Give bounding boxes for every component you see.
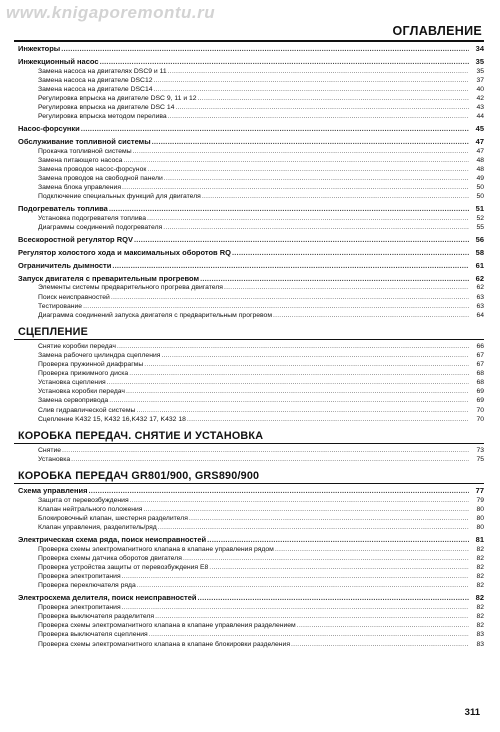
toc-entry[interactable] (14, 223, 484, 232)
toc-chapter-entry[interactable] (14, 486, 484, 496)
toc-entry[interactable] (14, 378, 484, 387)
dot-leader (163, 223, 469, 232)
toc-entry-title: Проверка переключателя ряда (38, 582, 136, 590)
toc-entry[interactable] (14, 514, 484, 523)
dot-leader (175, 103, 469, 112)
toc-entry-title: Замена рабочего цилиндра сцепления (38, 351, 161, 359)
toc-entry-title: Клапан управления, разделитель/ряд (38, 523, 157, 531)
toc-entry[interactable] (14, 369, 484, 378)
toc-entry[interactable] (14, 67, 484, 76)
toc-chapter-entry[interactable] (14, 261, 484, 271)
toc-entry[interactable] (14, 554, 484, 563)
dot-leader (62, 446, 469, 455)
toc-entry-title: Проверка прижимного диска (38, 370, 129, 378)
toc-entry[interactable] (14, 351, 484, 360)
dot-leader (164, 174, 469, 183)
toc-entry-title: Проверка схемы датчика оборотов двигателя (38, 554, 182, 562)
toc-page-number: 45 (475, 124, 484, 134)
toc-entry-title: Тестирование (38, 302, 83, 310)
toc-entry[interactable] (14, 603, 484, 612)
dot-leader (89, 486, 470, 496)
dot-leader (130, 496, 469, 505)
toc-entry-title: Элементы системы предварительного прогрева двигателя (38, 284, 223, 292)
dot-leader (158, 523, 469, 532)
toc-entry[interactable] (14, 76, 484, 85)
toc-page-number: 35 (476, 67, 484, 75)
toc-entry-title: Защита от перевозбуждения (38, 496, 129, 504)
toc-page-number: 62 (475, 273, 484, 283)
dot-leader (147, 165, 469, 174)
toc-entry-title: Регулировка впрыска на двигателе DSC 9, 11 и 12 (38, 94, 197, 102)
toc-page-number: 52 (476, 215, 484, 223)
toc-page-number: 55 (476, 224, 484, 232)
toc-entry-title: Снятие коробки передач (38, 342, 116, 350)
toc-page-number: 40 (476, 85, 484, 93)
dot-leader (117, 342, 469, 351)
toc-page-number: 81 (475, 535, 484, 545)
toc-entry-title: Проверка электропитания (38, 604, 121, 612)
toc-entry[interactable] (14, 165, 484, 174)
toc-entry[interactable] (14, 293, 484, 302)
toc-entry[interactable] (14, 85, 484, 94)
toc-entry[interactable] (14, 103, 484, 112)
toc-chapter-entry[interactable] (14, 248, 484, 258)
dot-leader (155, 612, 469, 621)
dot-leader (207, 535, 469, 545)
toc-page-number: 82 (475, 593, 484, 603)
toc-entry[interactable] (14, 612, 484, 621)
dot-leader (168, 112, 469, 121)
toc-entry-title: Подключение специальных функций для двигателя (38, 193, 201, 201)
page-number: 311 (464, 707, 480, 718)
toc-entry[interactable] (14, 523, 484, 532)
toc-entry-title: Проверка схемы электромагнитного клапана в клапане управления разделением (38, 622, 296, 630)
toc-page-number: 64 (476, 311, 484, 319)
section-heading: КОРОБКА ПЕРЕДАЧ GR801/900, GRS890/900 (14, 470, 484, 484)
watermark: www.knigaporemontu.ru (6, 3, 216, 22)
toc-entry[interactable] (14, 640, 484, 649)
toc-entry-title: Блокировочный клапан, шестерня разделителя (38, 514, 188, 522)
toc-chapter-entry[interactable] (14, 235, 484, 245)
toc-page-number: 42 (476, 94, 484, 102)
toc-entry-title: Регулятор холостого хода и максимальных оборотов RQ (18, 248, 231, 258)
dot-leader (129, 369, 469, 378)
dot-leader (232, 248, 469, 258)
dot-leader (161, 351, 469, 360)
toc-entry-title: Запуск двигателя с преварительным прогревом (18, 273, 200, 283)
toc-entry-title: Обслуживание топливной системы (18, 136, 151, 146)
dot-leader (123, 156, 469, 165)
toc-page-number: 61 (475, 260, 484, 270)
toc-entry-title: Замена сервопривода (38, 397, 109, 405)
toc-chapter-entry[interactable] (14, 44, 484, 54)
dot-leader (100, 57, 469, 67)
dot-leader (202, 192, 469, 201)
toc-entry-title: Проверка выключателя сцепления (38, 631, 148, 639)
toc-page-number: 68 (476, 379, 484, 387)
toc-page-number: 69 (476, 397, 484, 405)
toc-page-number: 68 (476, 370, 484, 378)
toc-page-number: 82 (476, 604, 484, 612)
dot-leader (154, 76, 469, 85)
toc-page-number: 47 (475, 136, 484, 146)
toc-entry-title: Установка коробки передач (38, 388, 125, 396)
toc-entry[interactable] (14, 406, 484, 415)
toc-page-number: 48 (476, 156, 484, 164)
toc-page-number: 37 (476, 76, 484, 84)
toc-page-number: 82 (476, 622, 484, 630)
toc-entry-title: Установка подогревателя топлива (38, 215, 146, 223)
toc-entry[interactable] (14, 192, 484, 201)
toc-page-number: 82 (476, 545, 484, 553)
toc-page-number: 70 (476, 415, 484, 423)
toc-entry-title: Всескоростной регулятор RQV (18, 235, 133, 245)
dot-leader (109, 204, 469, 214)
dot-leader (61, 44, 469, 54)
toc-page-number: 80 (476, 514, 484, 522)
dot-leader (122, 183, 469, 192)
page-title: ОГЛАВЛЕНИЕ (392, 24, 482, 38)
dot-leader (83, 302, 469, 311)
toc-entry[interactable] (14, 387, 484, 396)
toc-entry-title: Проверка схемы электромагнитного клапана в клапане блокировки разделения (38, 640, 291, 648)
dot-leader (224, 283, 469, 292)
toc-chapter-entry[interactable] (14, 57, 484, 67)
toc-entry[interactable] (14, 563, 484, 572)
dot-leader (273, 311, 469, 320)
toc-page-number: 79 (476, 496, 484, 504)
toc-entry[interactable] (14, 446, 484, 455)
dot-leader (126, 387, 469, 396)
toc-chapter-entry[interactable] (14, 535, 484, 545)
dot-leader (189, 514, 469, 523)
dot-leader (112, 261, 469, 271)
toc-entry-title: Проверка выключателя разделителя (38, 613, 155, 621)
toc-entry-title: Ограничитель дымности (18, 260, 112, 270)
toc-page-number: 43 (476, 103, 484, 111)
toc-entry-title: Инжекционный насос (18, 56, 99, 66)
toc-entry-title: Электросхема делителя, поиск неисправностей (18, 593, 197, 603)
toc-page-number: 80 (476, 523, 484, 531)
toc-entry[interactable] (14, 183, 484, 192)
dot-leader (109, 396, 469, 405)
dot-leader (149, 630, 469, 639)
toc-page-number: 67 (476, 361, 484, 369)
toc-entry-title: Диаграмма соединений запуска двигателя с предварительным прогревом (38, 311, 273, 319)
dot-leader (291, 640, 469, 649)
toc-entry-title: Замена насоса на двигателях DSC9 и 11 (38, 67, 167, 75)
toc-entry-title: Замена насоса на двигателе DSC12 (38, 76, 153, 84)
toc-entry[interactable] (14, 342, 484, 351)
dot-leader (200, 274, 469, 284)
toc-entry[interactable] (14, 214, 484, 223)
toc-page-number: 49 (476, 175, 484, 183)
toc-page-number: 56 (475, 235, 484, 245)
dot-leader (122, 603, 469, 612)
toc-page-number: 35 (475, 56, 484, 66)
toc-entry[interactable] (14, 302, 484, 311)
toc-page-number: 82 (476, 564, 484, 572)
dot-leader (187, 415, 469, 424)
toc-page-number: 63 (476, 302, 484, 310)
dot-leader (133, 147, 469, 156)
toc-entry-title: Установка (38, 455, 71, 463)
dot-leader (147, 214, 469, 223)
toc-entry[interactable] (14, 545, 484, 554)
toc-entry-title: Сцепление K432 15, K432 16,K432 17, K432 18 (38, 415, 186, 423)
section-heading: КОРОБКА ПЕРЕДАЧ. СНЯТИЕ И УСТАНОВКА (14, 430, 484, 444)
toc-entry[interactable] (14, 496, 484, 505)
toc-entry-title: Замена питающего насоса (38, 156, 123, 164)
toc-page-number: 66 (476, 342, 484, 350)
dot-leader (209, 563, 469, 572)
dot-leader (198, 94, 469, 103)
toc-entry-title: Замена насоса на двигателе DSC14 (38, 85, 153, 93)
toc-page-number: 73 (476, 446, 484, 454)
toc-entry-title: Проверка схемы электромагнитного клапана в клапане управления рядом (38, 545, 274, 553)
dot-leader (81, 124, 469, 134)
dot-leader (111, 293, 469, 302)
toc-entry-title: Насос-форсунки (18, 124, 80, 134)
toc-entry-title: Снятие (38, 446, 62, 454)
toc-entry-title: Проверка устройства защиты от перевозбуждения E8 (38, 564, 209, 572)
toc-entry[interactable] (14, 360, 484, 369)
toc-page-number: 77 (475, 485, 484, 495)
dot-leader (143, 505, 469, 514)
toc-page-number: 34 (475, 44, 484, 53)
section-heading: СЦЕПЛЕНИЕ (14, 326, 484, 340)
toc-page-number: 83 (476, 640, 484, 648)
toc-entry-title: Диаграммы соединений подогревателя (38, 224, 163, 232)
toc-entry-title: Установка сцепления (38, 379, 106, 387)
toc-page-number: 44 (476, 113, 484, 121)
toc-page-number: 82 (476, 613, 484, 621)
toc-entry-title: Регулировка впрыска методом перелива (38, 113, 167, 121)
toc-chapter-entry[interactable] (14, 204, 484, 214)
toc-entry[interactable] (14, 283, 484, 292)
toc-page-number: 58 (475, 248, 484, 258)
dot-leader (183, 554, 469, 563)
dot-leader (275, 545, 469, 554)
table-of-contents (14, 44, 484, 649)
toc-entry[interactable] (14, 94, 484, 103)
dot-leader (107, 378, 469, 387)
toc-entry-title: Проверка пружинной диафрагмы (38, 361, 144, 369)
dot-leader (137, 581, 469, 590)
toc-entry[interactable] (14, 505, 484, 514)
dot-leader (136, 406, 469, 415)
toc-entry-title: Замена проводов на свободной панели (38, 175, 163, 183)
toc-entry-title: Схема управления (18, 485, 88, 495)
dot-leader (71, 455, 469, 464)
dot-leader (297, 621, 469, 630)
toc-page-number: 75 (476, 455, 484, 463)
toc-entry[interactable] (14, 572, 484, 581)
toc-chapter-entry[interactable] (14, 274, 484, 284)
toc-page-number: 83 (476, 631, 484, 639)
toc-page-number: 69 (476, 388, 484, 396)
toc-entry-title: Поиск неисправностей (38, 293, 110, 301)
dot-leader (134, 235, 469, 245)
toc-entry-title: Проверка электропитания (38, 573, 121, 581)
divider (14, 40, 484, 42)
toc-entry[interactable] (14, 396, 484, 405)
toc-entry-title: Регулировка впрыска на двигателе DSC 14 (38, 103, 175, 111)
toc-page-number: 80 (476, 505, 484, 513)
dot-leader (168, 67, 469, 76)
toc-page-number: 67 (476, 351, 484, 359)
toc-entry[interactable] (14, 581, 484, 590)
toc-page-number: 48 (476, 165, 484, 173)
dot-leader (152, 137, 469, 147)
toc-page-number: 82 (476, 554, 484, 562)
toc-entry[interactable] (14, 415, 484, 424)
toc-page-number: 62 (476, 284, 484, 292)
toc-entry[interactable] (14, 156, 484, 165)
toc-chapter-entry[interactable] (14, 137, 484, 147)
toc-entry-title: Замена блока управления (38, 184, 122, 192)
dot-leader (122, 572, 469, 581)
toc-entry-title: Электрическая схема ряда, поиск неисправностей (18, 535, 207, 545)
toc-page-number: 82 (476, 573, 484, 581)
dot-leader (198, 593, 469, 603)
toc-entry-title: Подогреватель топлива (18, 204, 108, 214)
toc-page-number: 47 (476, 147, 484, 155)
toc-entry[interactable] (14, 621, 484, 630)
toc-entry-title: Инжекторы (18, 44, 61, 53)
dot-leader (154, 85, 469, 94)
toc-chapter-entry[interactable] (14, 593, 484, 603)
toc-entry-title: Замена проводов насос-форсунок (38, 165, 147, 173)
toc-chapter-entry[interactable] (14, 124, 484, 134)
toc-page-number: 51 (475, 204, 484, 214)
toc-entry[interactable] (14, 455, 484, 464)
toc-entry[interactable] (14, 311, 484, 320)
toc-page-number: 70 (476, 406, 484, 414)
toc-entry-title: Слив гидравлической системы (38, 406, 136, 414)
toc-entry[interactable] (14, 112, 484, 121)
toc-page-number: 50 (476, 184, 484, 192)
toc-entry[interactable] (14, 174, 484, 183)
toc-entry[interactable] (14, 147, 484, 156)
toc-entry-title: Прокачка топливной системы (38, 147, 132, 155)
toc-page-number: 50 (476, 193, 484, 201)
toc-entry[interactable] (14, 630, 484, 639)
toc-entry-title: Клапан нейтрального положения (38, 505, 143, 513)
dot-leader (144, 360, 469, 369)
toc-page-number: 82 (476, 582, 484, 590)
toc-page-number: 63 (476, 293, 484, 301)
